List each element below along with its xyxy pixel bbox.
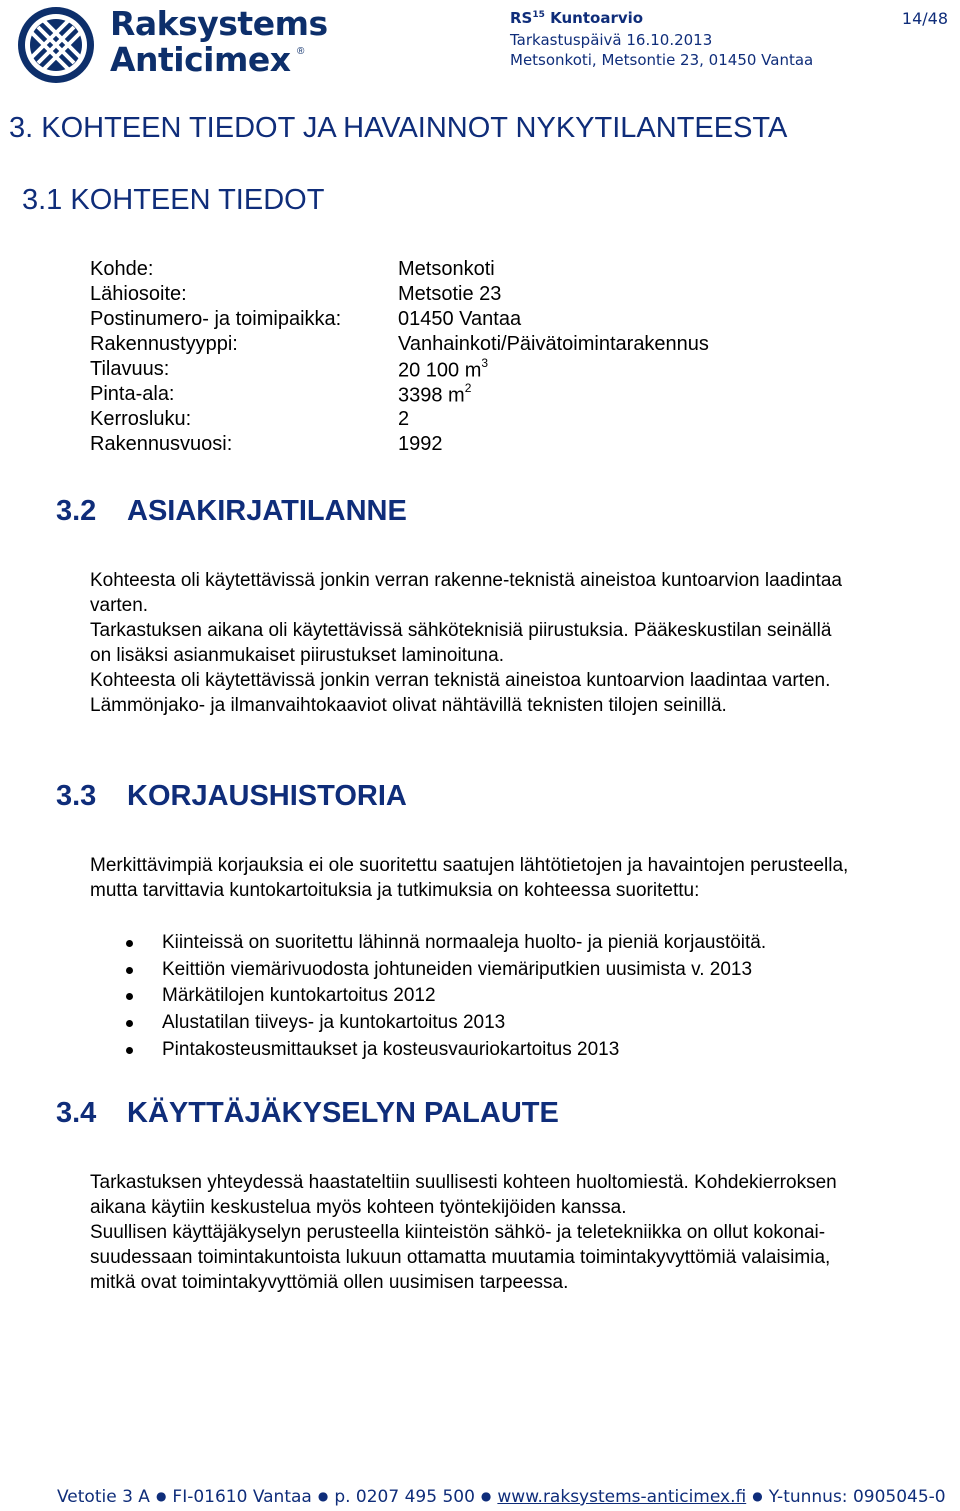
detail-value-text: 3398 m — [398, 384, 465, 407]
inspection-date: Tarkastuspäivä 16.10.2013 — [510, 31, 713, 49]
detail-label: Postinumero- ja toimipaikka: — [90, 308, 342, 330]
page-footer — [57, 1487, 946, 1507]
detail-value-text: 20 100 m — [398, 359, 482, 382]
detail-value-text: Metsotie 23 — [398, 283, 502, 305]
page-number: 14/48 — [901, 9, 948, 28]
text-line: Merkittävimpiä korjauksia ei ole suoritettu saatujen lähtötietojen ja havaintojen perusteella, — [90, 855, 849, 876]
detail-label: Pinta-ala: — [90, 383, 175, 405]
detail-value — [398, 308, 521, 331]
text-line: Suullisen käyttäjäkyselyn perusteella kiinteistön sähkö- ja teletekniikka on ollut kokonai- — [90, 1222, 826, 1243]
detail-label: Lähiosoite: — [90, 283, 187, 305]
logo-wordmark-line1: Raksystems — [110, 4, 328, 43]
detail-value-unit-exponent: 2 — [464, 381, 472, 395]
separator-dot-icon: ● — [317, 1489, 329, 1503]
list-item — [126, 1037, 766, 1064]
subsection-heading-3-1: 3.1 KOHTEEN TIEDOT — [22, 184, 325, 216]
separator-dot-icon: ● — [752, 1489, 763, 1503]
subsection-number: 3.3 — [56, 780, 97, 812]
text-line: mutta tarvittavia kuntokartoituksia ja tutkimuksia on kohteessa suoritettu: — [90, 880, 700, 901]
detail-value-text: 1992 — [398, 433, 443, 455]
text-line: mitkä ovat toimintakyvyttömiä ollen uusimisen tarpeessa. — [90, 1272, 569, 1293]
report-title-sup: 15 — [532, 10, 545, 20]
footer-address: Vetotie 3 A — [57, 1487, 150, 1507]
bullet-icon — [126, 993, 133, 1000]
subsection-title: KORJAUSHISTORIA — [127, 780, 407, 812]
detail-value — [398, 433, 443, 456]
subsection-heading-3-4 — [56, 1097, 559, 1130]
report-title-prefix: RS — [510, 9, 533, 27]
property-address: Metsonkoti, Metsontie 23, 01450 Vantaa — [510, 51, 814, 69]
text-line: Kohteesta oli käytettävissä jonkin verran teknistä aineistoa kuntoarvion laadintaa varten. — [90, 670, 831, 691]
detail-label: Tilavuus: — [90, 358, 170, 380]
report-title-suffix: Kuntoarvio — [550, 9, 644, 27]
detail-label: Kerrosluku: — [90, 408, 192, 430]
list-item — [126, 983, 766, 1010]
bullet-icon — [126, 1020, 133, 1027]
user-feedback-paragraph — [90, 1170, 958, 1295]
list-item — [126, 957, 766, 984]
bullet-icon — [126, 967, 133, 974]
detail-value — [398, 408, 409, 431]
list-item-text: Alustatilan tiiveys- ja kuntokartoitus 2013 — [162, 1012, 506, 1034]
text-line: Kohteesta oli käytettävissä jonkin verran rakenne-teknistä aineistoa kuntoarvion laadintaa — [90, 570, 843, 591]
detail-value — [398, 283, 501, 306]
footer-business-id: Y-tunnus: 0905045-0 — [768, 1487, 946, 1507]
detail-value-unit-exponent: 3 — [481, 356, 489, 370]
text-line: suudessaan toimintakuntoista lukuun ottamatta muutamia toimintakyvyttömiä valaisimia, — [90, 1247, 831, 1268]
subsection-number: 3.2 — [56, 495, 97, 527]
text-line: varten. — [90, 595, 149, 616]
subsection-title: ASIAKIRJATILANNE — [127, 495, 407, 527]
list-item-text: Märkätilojen kuntokartoitus 2012 — [162, 985, 436, 1007]
text-line: aikana käytiin keskustelua myös kohteen työntekijöiden kanssa. — [90, 1197, 627, 1218]
detail-value-text: Vanhainkoti/Päivätoimintarakennus — [398, 333, 709, 355]
separator-dot-icon: ● — [480, 1489, 492, 1503]
list-item-text: Keittiön viemärivuodosta johtuneiden viemäriputkien uusimista v. 2013 — [162, 958, 753, 980]
logo-registered-mark: ® — [297, 46, 305, 57]
detail-value — [398, 383, 471, 408]
logo-wordmark-line2: Anticimex — [110, 40, 291, 79]
text-line: Tarkastuksen aikana oli käytettävissä sähköteknisiä piirustuksia. Pääkeskustilan seinällä — [90, 620, 832, 641]
subsection-heading-3-3 — [56, 780, 407, 813]
report-title — [510, 9, 643, 27]
list-item-text: Kiinteissä on suoritettu lähinnä normaaleja huolto- ja pieniä korjaustöitä. — [162, 932, 767, 953]
footer-phone: p. 0207 495 500 — [334, 1487, 475, 1507]
bullet-icon — [126, 1047, 133, 1054]
detail-value — [398, 333, 709, 356]
subsection-number: 3.4 — [56, 1097, 97, 1129]
text-line: Lämmönjako- ja ilmanvaihtokaaviot olivat nähtävillä teknisten tilojen seinillä. — [90, 695, 727, 716]
detail-value — [398, 358, 488, 383]
list-item — [126, 1010, 766, 1037]
repair-history-paragraph — [90, 853, 958, 903]
detail-label: Rakennusvuosi: — [90, 433, 233, 455]
list-item — [126, 930, 766, 957]
detail-value-text: 2 — [398, 408, 410, 430]
bullet-icon — [126, 940, 133, 947]
detail-label: Rakennustyyppi: — [90, 333, 238, 355]
detail-value-text: Metsonkoti — [398, 258, 495, 280]
footer-city: FI-01610 Vantaa — [172, 1487, 312, 1507]
section-heading: 3. KOHTEEN TIEDOT JA HAVAINNOT NYKYTILANTEESTA — [9, 112, 788, 144]
detail-value — [398, 258, 495, 281]
subsection-title: KÄYTTÄJÄKYSELYN PALAUTE — [127, 1097, 559, 1129]
list-item-text: Pintakosteusmittaukset ja kosteusvauriokartoitus 2013 — [162, 1038, 620, 1060]
separator-dot-icon: ● — [155, 1489, 167, 1503]
text-line: Tarkastuksen yhteydessä haastateltiin suullisesti kohteen huoltomiestä. Kohdekierroksen — [90, 1172, 837, 1193]
documents-paragraph — [90, 568, 958, 718]
footer-website-link[interactable]: www.raksystems-anticimex.fi — [497, 1487, 747, 1507]
detail-value-text: 01450 Vantaa — [398, 308, 522, 330]
detail-label: Kohde: — [90, 258, 154, 280]
text-line: on lisäksi asianmukaiset piirustukset laminoituna. — [90, 645, 504, 666]
subsection-heading-3-2 — [56, 495, 407, 528]
repair-history-list — [126, 930, 766, 1063]
